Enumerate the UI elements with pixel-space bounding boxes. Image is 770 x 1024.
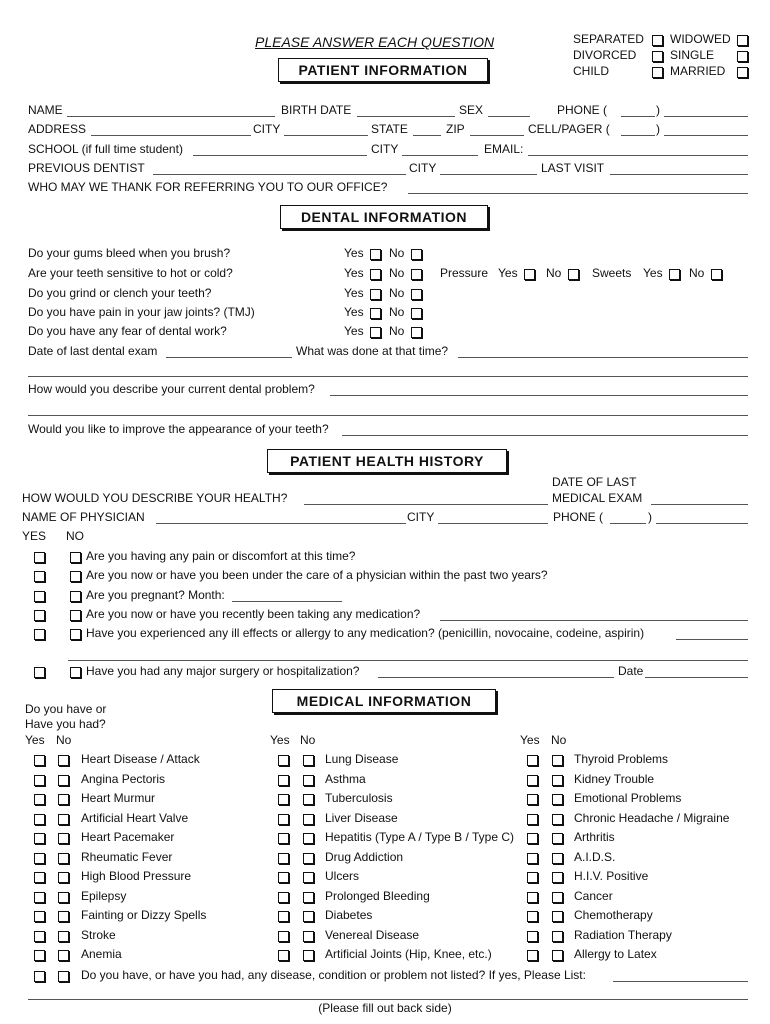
dental-no-label: No: [389, 286, 405, 300]
school-label: SCHOOL (if full time student): [28, 142, 183, 156]
condition-yes-checkbox[interactable]: [527, 794, 538, 805]
status-divorced-label: DIVORCED: [573, 48, 637, 62]
condition-no-checkbox[interactable]: [58, 950, 69, 961]
dental-yes-checkbox[interactable]: [370, 249, 381, 260]
dental-yes-checkbox[interactable]: [370, 308, 381, 319]
condition-label: Drug Addiction: [325, 849, 404, 864]
what-was-done-label: What was done at that time?: [296, 344, 449, 358]
improve-appearance-field[interactable]: [342, 435, 748, 436]
condition-yes-checkbox[interactable]: [278, 814, 289, 825]
dental-no-checkbox[interactable]: [411, 269, 422, 280]
condition-yes-checkbox[interactable]: [34, 775, 45, 786]
describe-health-field[interactable]: [304, 504, 548, 505]
status-child-checkbox[interactable]: [652, 67, 663, 78]
status-widowed-checkbox[interactable]: [737, 35, 748, 46]
condition-yes-checkbox[interactable]: [34, 755, 45, 766]
cell-area-field[interactable]: [621, 135, 655, 136]
condition-label: Chronic Headache / Migraine: [574, 810, 730, 825]
health-no-checkbox[interactable]: [70, 629, 81, 640]
other-condition-field-2[interactable]: [28, 999, 748, 1000]
condition-no-checkbox[interactable]: [58, 853, 69, 864]
condition-yes-checkbox[interactable]: [278, 950, 289, 961]
condition-label: High Blood Pressure: [81, 869, 192, 883]
condition-label: Lung Disease: [325, 752, 399, 766]
name-field[interactable]: [67, 116, 275, 117]
condition-no-checkbox[interactable]: [303, 892, 314, 903]
condition-no-checkbox[interactable]: [303, 911, 314, 922]
condition-yes-checkbox[interactable]: [34, 911, 45, 922]
condition-no-checkbox[interactable]: [552, 775, 563, 786]
date-of-last-label: DATE OF LAST: [552, 475, 637, 489]
dental-yes-checkbox[interactable]: [370, 269, 381, 280]
dental-question: Do your gums bleed when you brush?: [28, 246, 231, 260]
condition-yes-checkbox[interactable]: [34, 794, 45, 805]
prev-city-field[interactable]: [440, 174, 537, 175]
dental-yes-label: Yes: [344, 266, 364, 280]
health-question: Are you now or have you recently been taking any medication?: [86, 607, 421, 621]
condition-no-checkbox[interactable]: [303, 833, 314, 844]
physician-field[interactable]: [156, 523, 406, 524]
name-label: NAME: [28, 103, 63, 117]
medical-information-header: MEDICAL INFORMATION: [272, 689, 496, 713]
condition-label: Heart Disease / Attack: [81, 752, 200, 766]
condition-label: Tuberculosis: [325, 791, 393, 805]
condition-no-checkbox[interactable]: [552, 814, 563, 825]
state-field[interactable]: [413, 135, 441, 136]
condition-yes-checkbox[interactable]: [527, 872, 538, 883]
condition-yes-checkbox[interactable]: [527, 892, 538, 903]
dental-no-label: No: [389, 305, 405, 319]
condition-label: Cancer: [574, 888, 613, 903]
pressure-yes-label: Yes: [498, 266, 518, 280]
email-label: EMAIL:: [484, 142, 524, 156]
status-child-label: CHILD: [573, 64, 610, 78]
last-visit-field[interactable]: [610, 174, 748, 175]
condition-label: Venereal Disease: [325, 927, 420, 942]
patient-information-header: PATIENT INFORMATION: [278, 58, 488, 82]
dental-question: Do you grind or clench your teeth?: [28, 286, 212, 300]
dental-yes-checkbox[interactable]: [370, 289, 381, 300]
col2-yes-label: Yes: [270, 733, 290, 747]
other-condition-no-checkbox[interactable]: [58, 971, 69, 982]
condition-yes-checkbox[interactable]: [527, 911, 538, 922]
pregnant-month-field[interactable]: [232, 601, 342, 602]
dental-information-header: DENTAL INFORMATION: [280, 205, 488, 229]
phone-label: PHONE (: [557, 103, 608, 117]
condition-label: Allergy to Latex: [574, 947, 657, 961]
condition-label: Arthritis: [574, 830, 615, 844]
medical-exam-label: MEDICAL EXAM: [552, 491, 643, 505]
condition-yes-checkbox[interactable]: [527, 853, 538, 864]
sweets-no-checkbox[interactable]: [711, 269, 722, 280]
status-widowed-label: WIDOWED: [670, 32, 731, 46]
footer-note: (Please fill out back side): [318, 1001, 452, 1015]
surgery-date-label: Date: [618, 664, 644, 678]
condition-label: Artificial Heart Valve: [81, 810, 189, 825]
condition-yes-checkbox[interactable]: [527, 931, 538, 942]
pressure-no-label: No: [546, 266, 562, 280]
pressure-yes-checkbox[interactable]: [524, 269, 535, 280]
dental-no-checkbox[interactable]: [411, 249, 422, 260]
physician-phone-area-field[interactable]: [610, 523, 646, 524]
sex-field[interactable]: [488, 116, 530, 117]
condition-no-checkbox[interactable]: [58, 931, 69, 942]
allergy-field-2[interactable]: [68, 660, 748, 661]
dental-problem-label: How would you describe your current dental problem?: [28, 382, 315, 396]
last-visit-label: LAST VISIT: [541, 161, 605, 175]
sex-label: SEX: [459, 103, 484, 117]
health-history-header: PATIENT HEALTH HISTORY: [267, 449, 507, 473]
condition-yes-checkbox[interactable]: [34, 833, 45, 844]
condition-no-checkbox[interactable]: [303, 853, 314, 864]
health-no-checkbox[interactable]: [70, 591, 81, 602]
condition-label: Kidney Trouble: [574, 771, 655, 786]
surgery-label: Have you had any major surgery or hospitalization?: [86, 664, 360, 678]
condition-label: Prolonged Bleeding: [325, 888, 430, 903]
physician-label: NAME OF PHYSICIAN: [22, 510, 145, 524]
col3-no-label: No: [551, 733, 567, 747]
school-city-field[interactable]: [402, 155, 478, 156]
condition-label: Radiation Therapy: [574, 927, 672, 942]
condition-no-checkbox[interactable]: [58, 892, 69, 903]
allergy-field[interactable]: [676, 639, 748, 640]
phone-field[interactable]: [664, 116, 748, 117]
health-question: Are you pregnant? Month:: [86, 588, 225, 602]
zip-label: ZIP: [446, 122, 465, 136]
condition-yes-checkbox[interactable]: [278, 755, 289, 766]
health-no-checkbox[interactable]: [70, 610, 81, 621]
condition-label: Ulcers: [325, 869, 360, 883]
condition-yes-checkbox[interactable]: [34, 814, 45, 825]
condition-no-checkbox[interactable]: [303, 775, 314, 786]
col1-yes-label: Yes: [25, 733, 45, 747]
school-city-label: CITY: [371, 142, 399, 156]
condition-no-checkbox[interactable]: [552, 892, 563, 903]
condition-no-checkbox[interactable]: [552, 950, 563, 961]
condition-yes-checkbox[interactable]: [527, 755, 538, 766]
dental-no-checkbox[interactable]: [411, 327, 422, 338]
surgery-field[interactable]: [378, 677, 614, 678]
prev-city-label: CITY: [409, 161, 437, 175]
condition-yes-checkbox[interactable]: [278, 872, 289, 883]
condition-label: Asthma: [325, 771, 366, 786]
health-question: Are you now or have you been under the care of a physician within the past two years?: [86, 568, 548, 582]
dental-question: Are your teeth sensitive to hot or cold?: [28, 266, 233, 280]
condition-label: H.I.V. Positive: [574, 869, 649, 883]
improve-appearance-label: Would you like to improve the appearance of your teeth?: [28, 422, 329, 436]
condition-no-checkbox[interactable]: [303, 950, 314, 961]
cell-label: CELL/PAGER (: [528, 122, 610, 136]
describe-health-label: HOW WOULD YOU DESCRIBE YOUR HEALTH?: [22, 491, 288, 505]
condition-yes-checkbox[interactable]: [527, 833, 538, 844]
dental-no-checkbox[interactable]: [411, 289, 422, 300]
state-label: STATE: [371, 122, 408, 136]
dental-problem-field[interactable]: [330, 395, 748, 396]
school-field[interactable]: [193, 155, 367, 156]
condition-yes-checkbox[interactable]: [34, 872, 45, 883]
status-married-checkbox[interactable]: [737, 67, 748, 78]
status-separated-label: SEPARATED: [573, 32, 644, 46]
dental-no-label: No: [389, 246, 405, 260]
birth-date-label: BIRTH DATE: [281, 103, 352, 117]
dental-yes-label: Yes: [344, 305, 364, 319]
status-single-label: SINGLE: [670, 48, 715, 62]
health-yes-checkbox[interactable]: [34, 591, 45, 602]
condition-yes-checkbox[interactable]: [527, 775, 538, 786]
col2-no-label: No: [300, 733, 316, 747]
medical-intro-2: Have you had?: [25, 717, 106, 731]
dental-problem-field-2[interactable]: [28, 415, 748, 416]
other-condition-yes-checkbox[interactable]: [34, 971, 45, 982]
condition-no-checkbox[interactable]: [303, 814, 314, 825]
medication-field[interactable]: [440, 620, 748, 621]
city-label: CITY: [253, 122, 281, 136]
condition-label: Stroke: [81, 927, 116, 942]
phone-area-field[interactable]: [621, 116, 655, 117]
yes-column-label: YES: [22, 529, 47, 543]
dental-no-checkbox[interactable]: [411, 308, 422, 319]
previous-dentist-label: PREVIOUS DENTIST: [28, 161, 145, 175]
condition-no-checkbox[interactable]: [303, 794, 314, 805]
physician-phone-label: PHONE (: [553, 510, 604, 524]
condition-yes-checkbox[interactable]: [278, 853, 289, 864]
condition-label: Angina Pectoris: [81, 771, 166, 786]
condition-label: Heart Pacemaker: [81, 830, 175, 844]
physician-city-field[interactable]: [438, 523, 548, 524]
dental-no-label: No: [389, 324, 405, 338]
status-divorced-checkbox[interactable]: [652, 51, 663, 62]
what-was-done-field-2[interactable]: [28, 376, 748, 377]
sweets-yes-checkbox[interactable]: [669, 269, 680, 280]
last-dental-exam-label: Date of last dental exam: [28, 344, 158, 358]
city-field[interactable]: [284, 135, 368, 136]
dental-yes-label: Yes: [344, 286, 364, 300]
health-question: Have you experienced any ill effects or allergy to any medication? (penicillin, novocaine, codeine, aspirin): [86, 626, 645, 640]
condition-no-checkbox[interactable]: [552, 755, 563, 766]
referral-label: WHO MAY WE THANK FOR REFERRING YOU TO OUR OFFICE?: [28, 180, 388, 194]
condition-label: A.I.D.S.: [574, 849, 616, 864]
physician-city-label: CITY: [407, 510, 435, 524]
condition-label: Diabetes: [325, 908, 373, 922]
sweets-no-label: No: [689, 266, 705, 280]
status-married-label: MARRIED: [670, 64, 726, 78]
medical-intro-1: Do you have or: [25, 702, 107, 716]
condition-label: Chemotherapy: [574, 908, 653, 922]
no-column-label: NO: [66, 529, 84, 543]
condition-label: Artificial Joints (Hip, Knee, etc.): [325, 947, 492, 961]
health-question: Are you having any pain or discomfort at this time?: [86, 549, 356, 563]
previous-dentist-field[interactable]: [153, 174, 406, 175]
col1-no-label: No: [56, 733, 72, 747]
condition-label: Emotional Problems: [574, 791, 682, 805]
referral-field[interactable]: [408, 193, 748, 194]
condition-label: Fainting or Dizzy Spells: [81, 908, 207, 922]
dental-yes-label: Yes: [344, 324, 364, 338]
condition-yes-checkbox[interactable]: [34, 853, 45, 864]
medical-exam-field[interactable]: [651, 504, 748, 505]
other-condition-field[interactable]: [613, 981, 748, 982]
condition-label: Anemia: [81, 947, 122, 961]
surgery-date-field[interactable]: [645, 677, 748, 678]
condition-no-checkbox[interactable]: [552, 931, 563, 942]
condition-label: Rheumatic Fever: [81, 849, 173, 864]
condition-no-checkbox[interactable]: [552, 833, 563, 844]
pressure-no-checkbox[interactable]: [568, 269, 579, 280]
what-was-done-field[interactable]: [458, 357, 748, 358]
condition-no-checkbox[interactable]: [552, 911, 563, 922]
col3-yes-label: Yes: [520, 733, 540, 747]
condition-no-checkbox[interactable]: [303, 872, 314, 883]
status-single-checkbox[interactable]: [737, 51, 748, 62]
physician-phone-field[interactable]: [656, 523, 748, 524]
health-yes-checkbox[interactable]: [34, 629, 45, 640]
condition-label: Heart Murmur: [81, 791, 156, 805]
condition-no-checkbox[interactable]: [58, 755, 69, 766]
health-no-checkbox[interactable]: [70, 571, 81, 582]
cell-field[interactable]: [664, 135, 748, 136]
address-field[interactable]: [91, 135, 251, 136]
other-condition-label: Do you have, or have you had, any disease, condition or problem not listed? If yes, Please List:: [81, 968, 586, 982]
condition-no-checkbox[interactable]: [552, 853, 563, 864]
condition-no-checkbox[interactable]: [58, 775, 69, 786]
condition-no-checkbox[interactable]: [58, 794, 69, 805]
condition-label: Liver Disease: [325, 810, 398, 825]
last-dental-exam-field[interactable]: [166, 357, 292, 358]
address-label: ADDRESS: [28, 122, 87, 136]
dental-yes-checkbox[interactable]: [370, 327, 381, 338]
condition-yes-checkbox[interactable]: [34, 931, 45, 942]
condition-no-checkbox[interactable]: [303, 755, 314, 766]
surgery-no-checkbox[interactable]: [70, 667, 81, 678]
condition-yes-checkbox[interactable]: [278, 931, 289, 942]
condition-yes-checkbox[interactable]: [278, 833, 289, 844]
condition-no-checkbox[interactable]: [58, 814, 69, 825]
condition-no-checkbox[interactable]: [58, 911, 69, 922]
health-yes-checkbox[interactable]: [34, 610, 45, 621]
sweets-yes-label: Yes: [643, 266, 663, 280]
condition-no-checkbox[interactable]: [58, 833, 69, 844]
surgery-yes-checkbox[interactable]: [34, 667, 45, 678]
condition-yes-checkbox[interactable]: [278, 794, 289, 805]
sweets-label: Sweets: [592, 266, 632, 280]
condition-no-checkbox[interactable]: [552, 794, 563, 805]
health-no-checkbox[interactable]: [70, 552, 81, 563]
dental-no-label: No: [389, 266, 405, 280]
condition-yes-checkbox[interactable]: [527, 814, 538, 825]
dental-question: Do you have pain in your jaw joints? (TMJ): [28, 305, 255, 319]
condition-yes-checkbox[interactable]: [34, 892, 45, 903]
condition-yes-checkbox[interactable]: [278, 892, 289, 903]
condition-yes-checkbox[interactable]: [527, 950, 538, 961]
condition-no-checkbox[interactable]: [552, 872, 563, 883]
health-yes-checkbox[interactable]: [34, 552, 45, 563]
condition-label: Hepatitis (Type A / Type B / Type C): [325, 830, 514, 844]
condition-yes-checkbox[interactable]: [278, 911, 289, 922]
form-title: PLEASE ANSWER EACH QUESTION: [255, 34, 495, 50]
condition-label: Epilepsy: [81, 888, 127, 903]
health-yes-checkbox[interactable]: [34, 571, 45, 582]
zip-field[interactable]: [470, 135, 524, 136]
condition-yes-checkbox[interactable]: [34, 950, 45, 961]
condition-no-checkbox[interactable]: [303, 931, 314, 942]
pressure-label: Pressure: [440, 266, 489, 280]
condition-label: Thyroid Problems: [574, 752, 669, 766]
birth-date-field[interactable]: [357, 116, 455, 117]
dental-yes-label: Yes: [344, 246, 364, 260]
condition-no-checkbox[interactable]: [58, 872, 69, 883]
condition-yes-checkbox[interactable]: [278, 775, 289, 786]
status-separated-checkbox[interactable]: [652, 35, 663, 46]
email-field[interactable]: [528, 155, 748, 156]
dental-question: Do you have any fear of dental work?: [28, 324, 227, 338]
